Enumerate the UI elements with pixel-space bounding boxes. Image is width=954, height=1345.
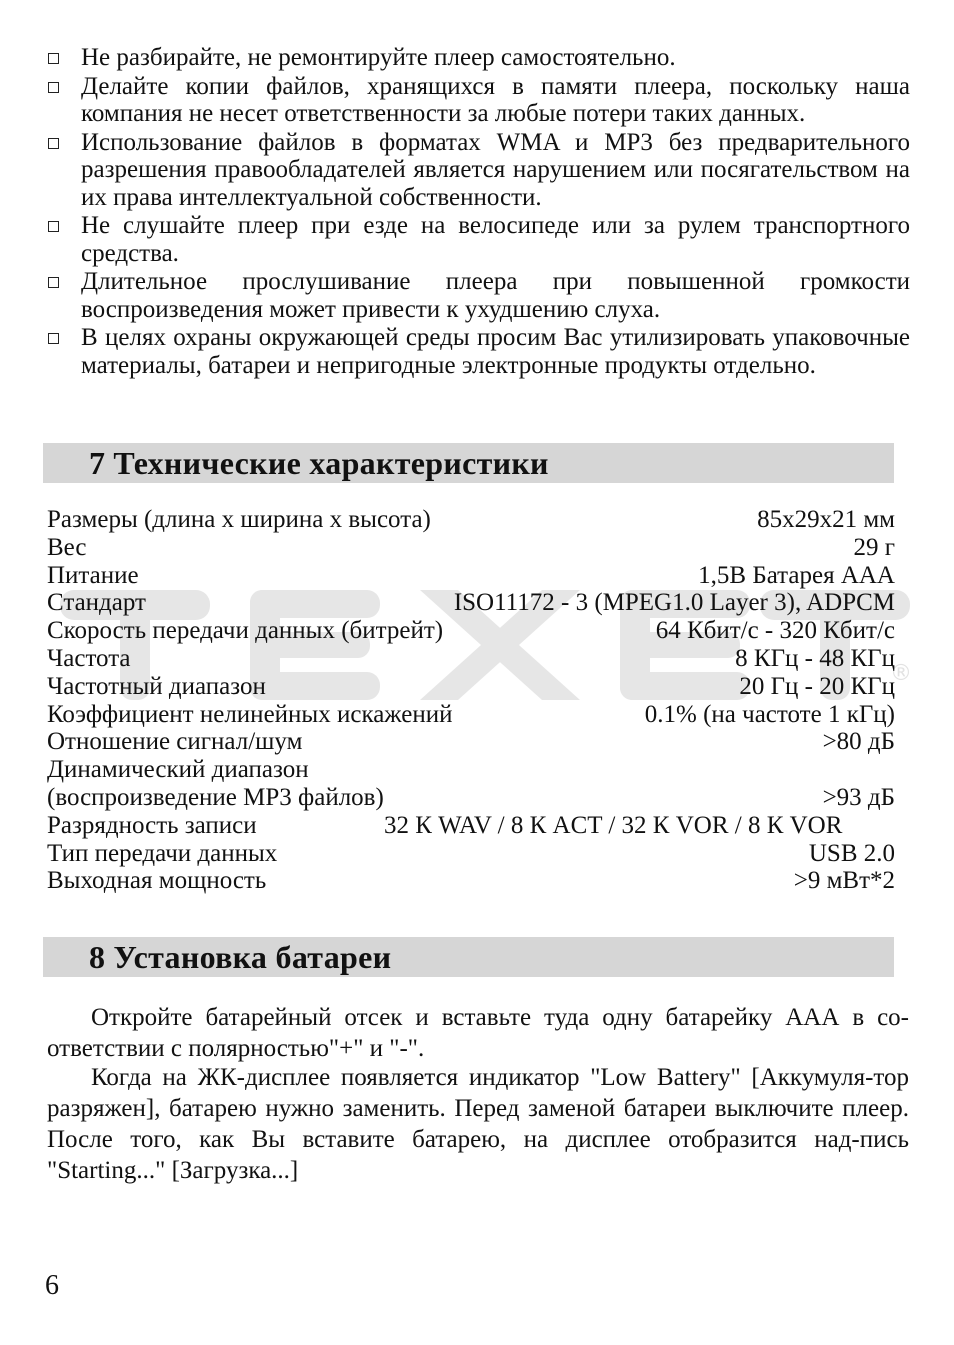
battery-paragraph-2: Когда на ЖК-дисплее появляется индикатор "Low Battery" [Аккумуля-тор разряжен], батарею нужно заменить. Перед заменой батареи выключите плеер. После того, как Вы вставите батарею, на дисплее отобразится над-пись "Starting..." [Загрузка...] [47, 1064, 909, 1184]
spec-value: 20 Гц - 20 КГц [739, 672, 895, 700]
safety-bullet-list [46, 44, 910, 380]
section-7-header [43, 443, 894, 483]
list-item: Не слушайте плеер при езде на велосипеде или за рулем транспортного средства. [46, 212, 910, 267]
spec-value: USB 2.0 [808, 839, 895, 867]
page-number: 6 [45, 1270, 59, 1301]
spec-label: Питание [47, 561, 139, 589]
spec-value: >93 дБ [822, 783, 895, 811]
spec-label: Скорость передачи данных (битрейт) [47, 617, 444, 645]
spec-row [47, 617, 895, 645]
spec-label: Динамический диапазон (воспроизведение МР3 файлов) [47, 756, 384, 811]
list-item: Использование файлов в форматах WMA и MP3 без предварительного разрешения правообладателей является нарушением или посягательством на их права интеллектуальной собственности. [46, 129, 910, 212]
section-8-header [43, 937, 894, 977]
checkbox-square-icon [48, 53, 59, 64]
battery-paragraph-1: Откройте батарейный отсек и вставьте туда одну батарейку ААА в со-ответствии с полярностью"+" и "-". [47, 1004, 909, 1062]
checkbox-square-icon [48, 138, 59, 149]
spec-label: Стандарт [47, 589, 146, 617]
spec-label: Отношение сигнал/шум [47, 728, 303, 756]
spec-value: 29 г [853, 533, 895, 561]
spec-value: ISO11172 - 3 (MPEG1.0 Layer 3), ADPCM [453, 589, 895, 617]
spec-row [47, 562, 895, 590]
spec-value: >9 мВт*2 [793, 867, 895, 895]
spec-row [47, 812, 895, 840]
checkbox-square-icon [48, 277, 59, 288]
spec-row [47, 840, 895, 868]
list-item: Не разбирайте, не ремонтируйте плеер самостоятельно. [46, 44, 910, 72]
specs-table [47, 506, 895, 895]
spec-label: Выходная мощность [47, 867, 267, 895]
spec-row [47, 645, 895, 673]
spec-row [47, 867, 895, 895]
spec-value: 0.1% (на частоте 1 кГц) [644, 700, 895, 728]
spec-value: 64 Кбит/с - 320 Кбит/с [655, 617, 895, 645]
spec-label: Коэффициент нелинейных искажений [47, 700, 453, 728]
spec-value: 32 К WAV / 8 К ACT / 32 К VOR / 8 К VOR [384, 811, 843, 839]
spec-row [47, 728, 895, 756]
list-item: В целях охраны окружающей среды просим Вас утилизировать упаковочные материалы, батареи и непригодные электронные продукты отдельно. [46, 324, 910, 379]
spec-row [47, 534, 895, 562]
section-8-title: 8 Установка батареи [89, 939, 392, 975]
checkbox-square-icon [48, 82, 59, 93]
spec-value: 85x29x21 мм [757, 506, 895, 533]
list-item: Длительное прослушивание плеера при повышенной громкости воспроизведения может привести к ухудшению слуха. [46, 268, 910, 323]
spec-value: >80 дБ [822, 728, 895, 756]
section-7-title: 7 Технические характеристики [89, 445, 549, 481]
list-item: Делайте копии файлов, хранящихся в памяти плеера, поскольку наша компания не несет ответственности за любые потери таких данных. [46, 73, 910, 128]
spec-label: Частотный диапазон [47, 672, 266, 700]
spec-row [47, 701, 895, 729]
spec-value: 8 КГц - 48 КГц [735, 644, 895, 672]
spec-label: Частота [47, 644, 131, 672]
spec-label: Разрядность записи [47, 811, 257, 839]
spec-label: Размеры (длина х ширина х высота) [47, 506, 431, 533]
spec-value: 1,5В Батарея ААА [698, 561, 895, 589]
registered-mark: ® [890, 661, 912, 686]
spec-row [47, 589, 895, 617]
spec-row [47, 756, 895, 812]
checkbox-square-icon [48, 221, 59, 232]
spec-label: Тип передачи данных [47, 839, 278, 867]
spec-row [47, 506, 895, 534]
spec-label: Вес [47, 533, 87, 561]
spec-row [47, 673, 895, 701]
checkbox-square-icon [48, 333, 59, 344]
